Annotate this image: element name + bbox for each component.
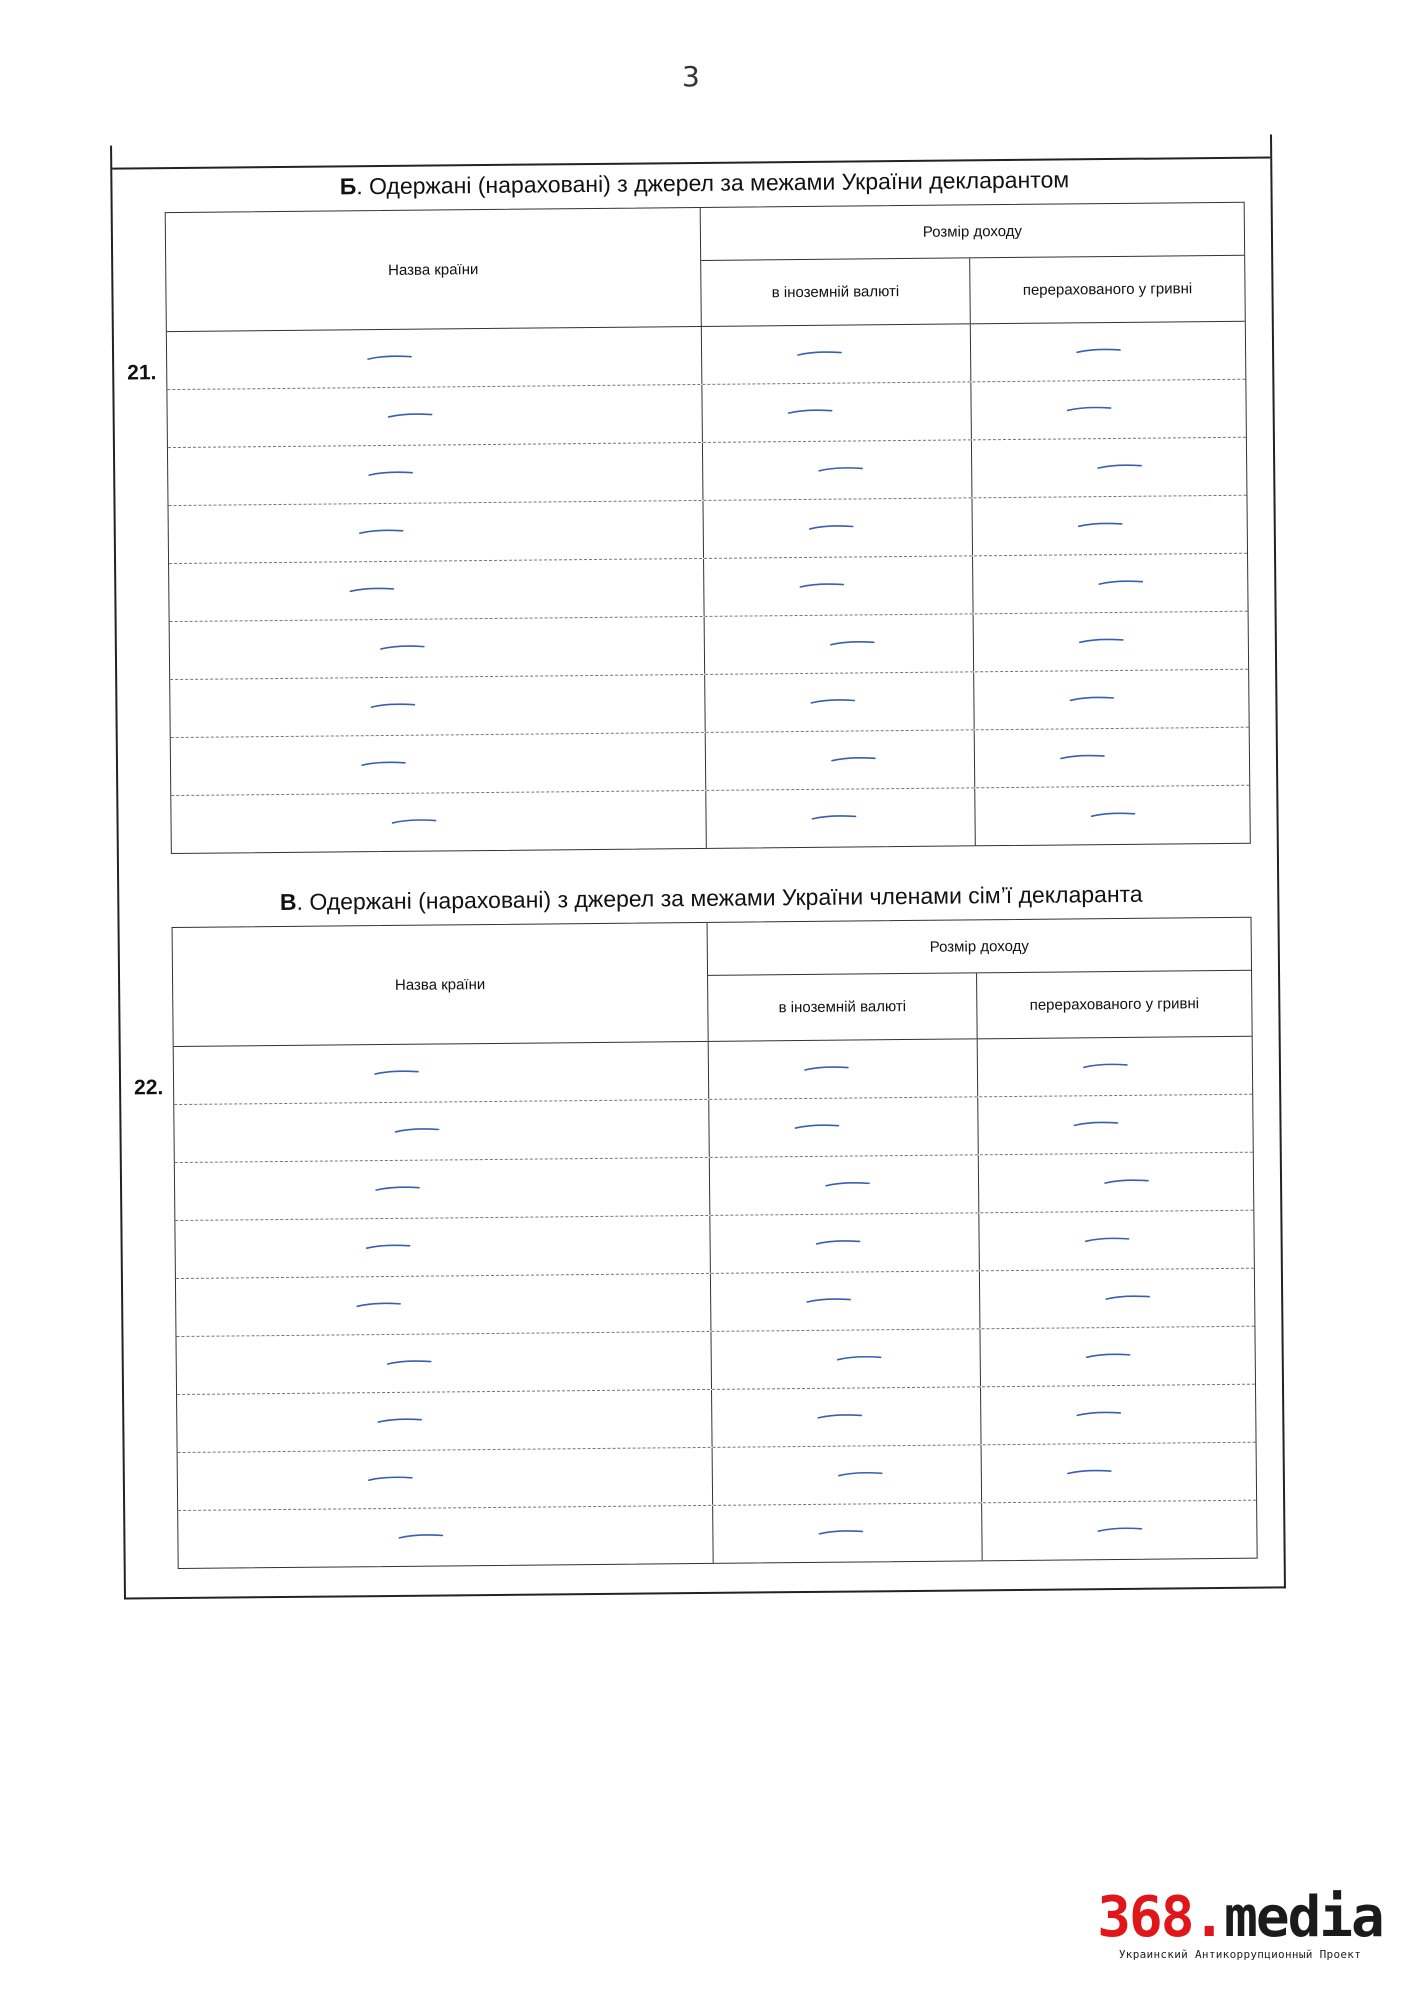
handwritten-dash-mark bbox=[830, 639, 876, 647]
section-b bbox=[127, 165, 1250, 854]
cell-uah bbox=[982, 1443, 1257, 1503]
handwritten-dash-mark bbox=[388, 412, 434, 420]
handwritten-dash-mark bbox=[356, 1301, 402, 1309]
handwritten-dash-mark bbox=[810, 697, 856, 705]
handwritten-dash-mark bbox=[370, 702, 416, 710]
table-row bbox=[170, 670, 1249, 738]
handwritten-dash-mark bbox=[375, 1185, 421, 1193]
income-table-declarant bbox=[127, 202, 1251, 854]
handwritten-dash-mark bbox=[1079, 637, 1125, 645]
cell-foreign bbox=[711, 1329, 981, 1389]
handwritten-dash-mark bbox=[1076, 347, 1122, 355]
handwritten-dash-mark bbox=[1104, 1178, 1150, 1186]
table-row bbox=[167, 380, 1246, 448]
header-foreign-currency: в іноземній валюті bbox=[701, 258, 971, 326]
cell-foreign bbox=[710, 1213, 980, 1273]
handwritten-dash-mark bbox=[392, 817, 438, 825]
handwritten-dash-mark bbox=[1073, 1120, 1119, 1128]
handwritten-dash-mark bbox=[368, 470, 414, 478]
cell-foreign bbox=[711, 1271, 981, 1331]
cell-country bbox=[175, 1158, 711, 1220]
table-row bbox=[178, 1501, 1256, 1568]
table-row bbox=[167, 322, 1246, 390]
header-income-size: Розмір доходу bbox=[708, 918, 1251, 976]
logo-word: media bbox=[1224, 1885, 1383, 1950]
handwritten-dash-mark bbox=[1078, 521, 1124, 529]
cell-uah bbox=[971, 380, 1246, 440]
section-c-title: . Одержані (нараховані) з джерел за межами України членами сім’ї декларанта bbox=[296, 880, 1143, 915]
handwritten-dash-mark bbox=[1090, 811, 1136, 819]
table-row bbox=[174, 1037, 1253, 1105]
handwritten-dash-mark bbox=[1085, 1236, 1131, 1244]
header-country: Назва країни bbox=[173, 923, 709, 1046]
header-income-size-group bbox=[701, 203, 1245, 326]
handwritten-dash-mark bbox=[1076, 1410, 1122, 1418]
table-row bbox=[169, 496, 1248, 564]
handwritten-dash-mark bbox=[837, 1354, 883, 1362]
cell-country bbox=[170, 617, 706, 679]
cell-uah bbox=[972, 438, 1247, 498]
table-row bbox=[171, 786, 1249, 853]
handwritten-dash-mark bbox=[1067, 1468, 1113, 1476]
cell-country bbox=[178, 1506, 714, 1568]
cell-foreign bbox=[712, 1387, 982, 1447]
handwritten-dash-mark bbox=[838, 1470, 884, 1478]
handwritten-dash-mark bbox=[361, 760, 407, 768]
cell-foreign bbox=[702, 324, 972, 384]
cell-country bbox=[167, 327, 703, 389]
handwritten-dash-mark bbox=[368, 1475, 414, 1483]
handwritten-dash-mark bbox=[797, 350, 843, 358]
logo-mark bbox=[1080, 1885, 1400, 1950]
handwritten-dash-mark bbox=[818, 465, 864, 473]
section-b-heading bbox=[164, 165, 1244, 202]
table-row bbox=[168, 438, 1247, 506]
table-header bbox=[166, 203, 1245, 332]
handwritten-dash-mark bbox=[367, 354, 413, 362]
header-uah: перерахованого у гривні bbox=[1022, 280, 1193, 299]
handwritten-dash-mark bbox=[811, 813, 857, 821]
cell-uah bbox=[973, 554, 1248, 614]
handwritten-dash-mark bbox=[1069, 695, 1115, 703]
handwritten-dash-mark bbox=[359, 528, 405, 536]
table-body bbox=[174, 1037, 1257, 1568]
watermark-logo bbox=[1080, 1885, 1400, 1961]
table-body bbox=[167, 322, 1250, 853]
cell-country bbox=[167, 385, 703, 447]
handwritten-dash-mark bbox=[1098, 579, 1144, 587]
logo-number: 368 bbox=[1097, 1885, 1193, 1950]
table-row bbox=[171, 728, 1250, 796]
cell-country bbox=[178, 1448, 714, 1510]
cell-foreign bbox=[713, 1445, 983, 1505]
logo-tagline: Украинский Антикоррупционный Проект bbox=[1118, 1948, 1362, 1961]
section-c-letter: В bbox=[279, 888, 297, 916]
handwritten-dash-mark bbox=[1086, 1352, 1132, 1360]
handwritten-dash-mark bbox=[788, 408, 834, 416]
handwritten-dash-mark bbox=[806, 1297, 852, 1305]
section-c-heading bbox=[171, 880, 1251, 917]
income-table-family bbox=[133, 917, 1258, 1569]
section-b-title: . Одержані (нараховані) з джерел за межами України декларантом bbox=[356, 166, 1070, 200]
cell-uah bbox=[981, 1385, 1256, 1445]
handwritten-dash-mark bbox=[380, 644, 426, 652]
table-row bbox=[176, 1269, 1255, 1337]
cell-foreign bbox=[706, 730, 976, 790]
cell-foreign bbox=[703, 498, 973, 558]
handwritten-dash-mark bbox=[804, 1065, 850, 1073]
header-country: Назва країни bbox=[166, 208, 702, 331]
header-income-size: Розмір доходу bbox=[701, 203, 1244, 261]
cell-country bbox=[171, 791, 707, 853]
handwritten-dash-mark bbox=[394, 1126, 440, 1134]
cell-uah bbox=[978, 1095, 1253, 1155]
handwritten-dash-mark bbox=[816, 1238, 862, 1246]
table-row bbox=[169, 554, 1248, 622]
handwritten-dash-mark bbox=[1060, 753, 1106, 761]
handwritten-dash-mark bbox=[831, 755, 877, 763]
cell-foreign bbox=[705, 672, 975, 732]
table-row bbox=[175, 1153, 1254, 1221]
handwritten-dash-mark bbox=[817, 1412, 863, 1420]
cell-country bbox=[170, 675, 706, 737]
cell-foreign bbox=[709, 1097, 979, 1157]
handwritten-dash-mark bbox=[818, 1528, 864, 1536]
cell-country bbox=[177, 1390, 713, 1452]
cell-uah bbox=[982, 1501, 1257, 1561]
handwritten-dash-mark bbox=[799, 582, 845, 590]
handwritten-dash-mark bbox=[349, 586, 395, 594]
table-header bbox=[173, 918, 1252, 1047]
cell-country bbox=[176, 1274, 712, 1336]
handwritten-dash-mark bbox=[809, 523, 855, 531]
handwritten-dash-mark bbox=[377, 1417, 423, 1425]
handwritten-dash-mark bbox=[1067, 405, 1113, 413]
cell-foreign bbox=[702, 382, 972, 442]
handwritten-dash-mark bbox=[1097, 1526, 1143, 1534]
cell-foreign bbox=[703, 440, 973, 500]
cell-uah bbox=[974, 670, 1249, 730]
cell-uah bbox=[975, 786, 1250, 846]
table-row bbox=[176, 1327, 1255, 1395]
logo-dot: . bbox=[1192, 1885, 1225, 1950]
cell-uah bbox=[979, 1153, 1254, 1213]
page-number: 3 bbox=[682, 60, 700, 93]
section-c bbox=[133, 880, 1257, 1569]
handwritten-dash-mark bbox=[387, 1359, 433, 1367]
table-row bbox=[174, 1095, 1253, 1163]
row-number-21: 21. bbox=[127, 361, 157, 385]
handwritten-dash-mark bbox=[1097, 463, 1143, 471]
cell-country bbox=[169, 559, 705, 621]
cell-foreign bbox=[704, 556, 974, 616]
cell-uah bbox=[974, 612, 1249, 672]
handwritten-dash-mark bbox=[366, 1243, 412, 1251]
handwritten-dash-mark bbox=[374, 1069, 420, 1077]
table-row bbox=[178, 1443, 1257, 1511]
handwritten-dash-mark bbox=[794, 1123, 840, 1131]
handwritten-dash-mark bbox=[1083, 1062, 1129, 1070]
cell-foreign bbox=[705, 614, 975, 674]
cell-country bbox=[174, 1100, 710, 1162]
cell-country bbox=[175, 1216, 711, 1278]
cell-uah bbox=[971, 322, 1246, 382]
cell-foreign bbox=[706, 788, 976, 848]
cell-uah bbox=[978, 1037, 1253, 1097]
cell-uah bbox=[975, 728, 1250, 788]
handwritten-dash-mark bbox=[1105, 1294, 1151, 1302]
cell-country bbox=[168, 443, 704, 505]
cell-foreign bbox=[713, 1503, 983, 1563]
cell-foreign bbox=[710, 1155, 980, 1215]
header-uah: перерахованого у гривні bbox=[1029, 995, 1200, 1014]
handwritten-dash-mark bbox=[825, 1180, 871, 1188]
cell-country bbox=[176, 1332, 712, 1394]
header-foreign-currency: в іноземній валюті bbox=[708, 973, 978, 1041]
cell-uah bbox=[979, 1211, 1254, 1271]
form-frame bbox=[110, 134, 1286, 1599]
row-number-22: 22. bbox=[133, 1076, 164, 1100]
cell-country bbox=[169, 501, 705, 563]
section-b-letter: Б bbox=[339, 173, 357, 200]
cell-country bbox=[174, 1042, 710, 1104]
cell-country bbox=[171, 733, 707, 795]
cell-uah bbox=[972, 496, 1247, 556]
handwritten-dash-mark bbox=[398, 1532, 444, 1540]
table-row bbox=[170, 612, 1249, 680]
cell-uah bbox=[980, 1269, 1255, 1329]
cell-uah bbox=[980, 1327, 1255, 1387]
table-row bbox=[177, 1385, 1256, 1453]
cell-foreign bbox=[709, 1039, 979, 1099]
header-income-size-group bbox=[708, 918, 1252, 1041]
table-row bbox=[175, 1211, 1254, 1279]
